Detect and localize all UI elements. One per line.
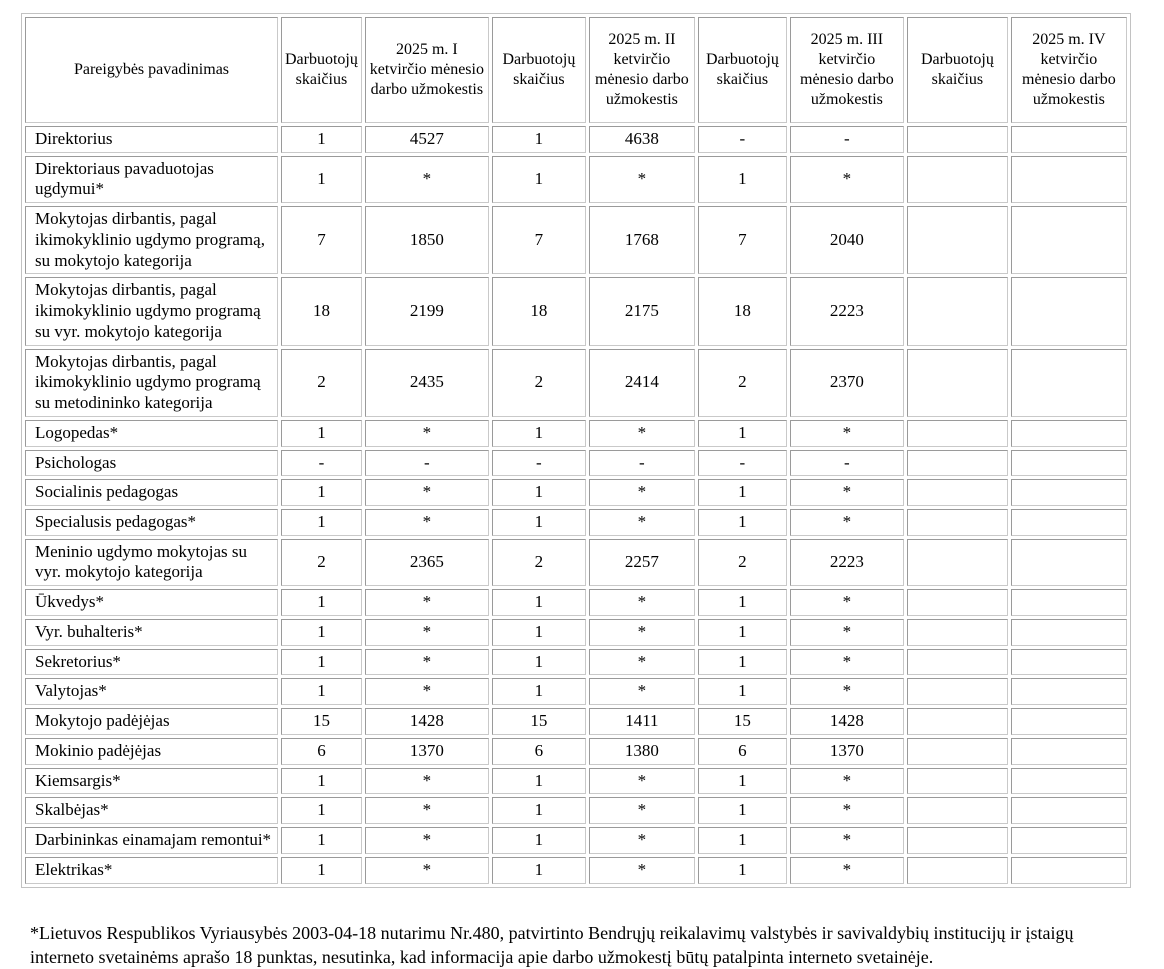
value-cell: 1 bbox=[281, 649, 362, 676]
value-cell: 1 bbox=[492, 420, 586, 447]
value-cell: * bbox=[790, 420, 904, 447]
value-cell: 1 bbox=[281, 589, 362, 616]
value-cell: 1 bbox=[281, 827, 362, 854]
column-header: Darbuotojų skaičius bbox=[281, 17, 362, 123]
value-cell: 2365 bbox=[365, 539, 489, 586]
table-row bbox=[25, 509, 1127, 536]
value-cell bbox=[1011, 277, 1127, 345]
value-cell: 2257 bbox=[589, 539, 695, 586]
value-cell: 1 bbox=[492, 619, 586, 646]
value-cell bbox=[907, 649, 1008, 676]
value-cell bbox=[907, 277, 1008, 345]
value-cell: 7 bbox=[281, 206, 362, 274]
position-cell: Mokytojas dirbantis, pagal ikimokyklinio ugdymo programą su metodininko kategorija bbox=[25, 349, 278, 417]
value-cell bbox=[907, 708, 1008, 735]
table-row bbox=[25, 450, 1127, 477]
value-cell bbox=[1011, 450, 1127, 477]
position-cell: Socialinis pedagogas bbox=[25, 479, 278, 506]
value-cell: 1370 bbox=[365, 738, 489, 765]
value-cell bbox=[1011, 349, 1127, 417]
value-cell: * bbox=[365, 156, 489, 203]
table-row bbox=[25, 619, 1127, 646]
value-cell: * bbox=[790, 156, 904, 203]
value-cell: 1 bbox=[281, 619, 362, 646]
table-row bbox=[25, 277, 1127, 345]
value-cell: - bbox=[790, 450, 904, 477]
salary-table bbox=[21, 13, 1131, 888]
value-cell: 2040 bbox=[790, 206, 904, 274]
value-cell: 1 bbox=[281, 479, 362, 506]
value-cell: 1 bbox=[698, 509, 787, 536]
value-cell bbox=[1011, 797, 1127, 824]
value-cell: 2 bbox=[492, 349, 586, 417]
value-cell: * bbox=[790, 857, 904, 884]
value-cell bbox=[907, 509, 1008, 536]
value-cell: * bbox=[365, 649, 489, 676]
table-row bbox=[25, 349, 1127, 417]
value-cell: 15 bbox=[492, 708, 586, 735]
value-cell: 2 bbox=[698, 539, 787, 586]
table-row bbox=[25, 479, 1127, 506]
value-cell: 1 bbox=[281, 156, 362, 203]
value-cell: 1 bbox=[698, 619, 787, 646]
value-cell: 1 bbox=[492, 649, 586, 676]
value-cell: 2370 bbox=[790, 349, 904, 417]
value-cell bbox=[907, 857, 1008, 884]
position-cell: Direktoriaus pavaduotojas ugdymui* bbox=[25, 156, 278, 203]
value-cell: 1 bbox=[698, 649, 787, 676]
position-cell: Vyr. buhalteris* bbox=[25, 619, 278, 646]
position-cell: Elektrikas* bbox=[25, 857, 278, 884]
value-cell bbox=[907, 450, 1008, 477]
value-cell: * bbox=[589, 649, 695, 676]
value-cell bbox=[907, 678, 1008, 705]
value-cell: 1 bbox=[492, 509, 586, 536]
value-cell bbox=[1011, 649, 1127, 676]
position-cell: Psichologas bbox=[25, 450, 278, 477]
column-header: 2025 m. III ketvirčio mėnesio darbo užmokestis bbox=[790, 17, 904, 123]
value-cell bbox=[907, 738, 1008, 765]
value-cell: 2 bbox=[281, 539, 362, 586]
table-row bbox=[25, 768, 1127, 795]
value-cell: 18 bbox=[698, 277, 787, 345]
value-cell: * bbox=[365, 619, 489, 646]
value-cell: - bbox=[698, 450, 787, 477]
value-cell: 2 bbox=[281, 349, 362, 417]
value-cell: 6 bbox=[492, 738, 586, 765]
value-cell: * bbox=[790, 479, 904, 506]
column-header: 2025 m. I ketvirčio mėnesio darbo užmokestis bbox=[365, 17, 489, 123]
value-cell: 1 bbox=[281, 126, 362, 153]
value-cell bbox=[1011, 619, 1127, 646]
value-cell: 1 bbox=[492, 156, 586, 203]
value-cell: * bbox=[365, 768, 489, 795]
value-cell: * bbox=[790, 797, 904, 824]
position-cell: Mokytojas dirbantis, pagal ikimokyklinio ugdymo programą su vyr. mokytojo kategorija bbox=[25, 277, 278, 345]
table-row bbox=[25, 678, 1127, 705]
position-cell: Mokytojas dirbantis, pagal ikimokyklinio ugdymo programą, su mokytojo kategorija bbox=[25, 206, 278, 274]
value-cell: 1 bbox=[492, 768, 586, 795]
value-cell: * bbox=[365, 857, 489, 884]
value-cell: 6 bbox=[698, 738, 787, 765]
value-cell bbox=[907, 156, 1008, 203]
column-header: Darbuotojų skaičius bbox=[698, 17, 787, 123]
value-cell: 2199 bbox=[365, 277, 489, 345]
value-cell: - bbox=[589, 450, 695, 477]
value-cell: 18 bbox=[492, 277, 586, 345]
column-header: Darbuotojų skaičius bbox=[907, 17, 1008, 123]
value-cell: * bbox=[790, 678, 904, 705]
position-cell: Darbininkas einamajam remontui* bbox=[25, 827, 278, 854]
value-cell: 1428 bbox=[365, 708, 489, 735]
position-cell: Kiemsargis* bbox=[25, 768, 278, 795]
value-cell bbox=[1011, 827, 1127, 854]
value-cell: 1 bbox=[492, 126, 586, 153]
value-cell: 15 bbox=[698, 708, 787, 735]
value-cell: 7 bbox=[492, 206, 586, 274]
value-cell: * bbox=[589, 619, 695, 646]
value-cell: 1411 bbox=[589, 708, 695, 735]
value-cell: 1 bbox=[698, 768, 787, 795]
value-cell: 1 bbox=[281, 797, 362, 824]
value-cell: 1 bbox=[698, 678, 787, 705]
value-cell: 1 bbox=[281, 857, 362, 884]
value-cell bbox=[1011, 678, 1127, 705]
value-cell: 1 bbox=[281, 420, 362, 447]
table-row bbox=[25, 857, 1127, 884]
value-cell: 2223 bbox=[790, 539, 904, 586]
value-cell bbox=[907, 206, 1008, 274]
value-cell: 1768 bbox=[589, 206, 695, 274]
value-cell: 7 bbox=[698, 206, 787, 274]
value-cell: 1 bbox=[698, 479, 787, 506]
value-cell: * bbox=[365, 420, 489, 447]
value-cell bbox=[1011, 589, 1127, 616]
value-cell: - bbox=[698, 126, 787, 153]
value-cell: 1 bbox=[281, 509, 362, 536]
position-cell: Specialusis pedagogas* bbox=[25, 509, 278, 536]
value-cell: 1 bbox=[281, 678, 362, 705]
value-cell: 1 bbox=[492, 589, 586, 616]
value-cell: * bbox=[365, 678, 489, 705]
value-cell bbox=[907, 479, 1008, 506]
value-cell bbox=[907, 768, 1008, 795]
value-cell bbox=[1011, 206, 1127, 274]
table-row bbox=[25, 649, 1127, 676]
value-cell bbox=[1011, 708, 1127, 735]
value-cell: 1 bbox=[698, 827, 787, 854]
position-cell: Valytojas* bbox=[25, 678, 278, 705]
value-cell: - bbox=[492, 450, 586, 477]
value-cell bbox=[907, 349, 1008, 417]
header-row bbox=[25, 17, 1127, 123]
value-cell: * bbox=[365, 479, 489, 506]
position-cell: Direktorius bbox=[25, 126, 278, 153]
table-row bbox=[25, 797, 1127, 824]
value-cell: 4638 bbox=[589, 126, 695, 153]
value-cell: 1428 bbox=[790, 708, 904, 735]
value-cell: 1 bbox=[492, 827, 586, 854]
footnote: *Lietuvos Respublikos Vyriausybės 2003-04-18 nutarimu Nr.480, patvirtinto Bendrųjų reikalavimų valstybės ir savivaldybių institucijų ir įstaigų interneto svetainėms aprašo 18 punktas, nesutinka, kad informacija apie darbo užmokestį būtų patalpinta interneto svetainėje. bbox=[30, 922, 1074, 967]
value-cell: * bbox=[790, 589, 904, 616]
value-cell: 2 bbox=[492, 539, 586, 586]
value-cell: * bbox=[365, 589, 489, 616]
value-cell: 1 bbox=[698, 797, 787, 824]
value-cell: * bbox=[589, 509, 695, 536]
value-cell: 1 bbox=[698, 589, 787, 616]
value-cell bbox=[907, 797, 1008, 824]
value-cell: * bbox=[589, 479, 695, 506]
table-row bbox=[25, 539, 1127, 586]
value-cell: * bbox=[589, 589, 695, 616]
value-cell: 1 bbox=[492, 678, 586, 705]
table-row bbox=[25, 126, 1127, 153]
value-cell bbox=[1011, 768, 1127, 795]
value-cell: 18 bbox=[281, 277, 362, 345]
value-cell bbox=[1011, 738, 1127, 765]
value-cell: 1370 bbox=[790, 738, 904, 765]
value-cell bbox=[1011, 126, 1127, 153]
value-cell: 1380 bbox=[589, 738, 695, 765]
value-cell: 2 bbox=[698, 349, 787, 417]
value-cell bbox=[1011, 539, 1127, 586]
value-cell bbox=[1011, 420, 1127, 447]
position-cell: Mokytojo padėjėjas bbox=[25, 708, 278, 735]
column-header: 2025 m. IV ketvirčio mėnesio darbo užmokestis bbox=[1011, 17, 1127, 123]
value-cell: * bbox=[790, 768, 904, 795]
table-row bbox=[25, 738, 1127, 765]
value-cell: 4527 bbox=[365, 126, 489, 153]
position-cell: Logopedas* bbox=[25, 420, 278, 447]
value-cell: 1 bbox=[281, 768, 362, 795]
table-row bbox=[25, 420, 1127, 447]
table-row bbox=[25, 206, 1127, 274]
value-cell: * bbox=[790, 509, 904, 536]
value-cell bbox=[1011, 156, 1127, 203]
value-cell: 1 bbox=[492, 857, 586, 884]
value-cell: 2435 bbox=[365, 349, 489, 417]
value-cell bbox=[907, 589, 1008, 616]
value-cell: 1 bbox=[698, 420, 787, 447]
value-cell bbox=[1011, 857, 1127, 884]
value-cell: * bbox=[589, 156, 695, 203]
value-cell: * bbox=[589, 420, 695, 447]
value-cell: * bbox=[790, 649, 904, 676]
value-cell: - bbox=[365, 450, 489, 477]
value-cell: 1 bbox=[492, 797, 586, 824]
value-cell: - bbox=[790, 126, 904, 153]
position-cell: Mokinio padėjėjas bbox=[25, 738, 278, 765]
value-cell: 1850 bbox=[365, 206, 489, 274]
value-cell: 1 bbox=[698, 857, 787, 884]
table-row bbox=[25, 589, 1127, 616]
value-cell: 1 bbox=[492, 479, 586, 506]
position-cell: Sekretorius* bbox=[25, 649, 278, 676]
table-row bbox=[25, 827, 1127, 854]
value-cell: * bbox=[589, 678, 695, 705]
value-cell: * bbox=[790, 827, 904, 854]
value-cell: * bbox=[365, 797, 489, 824]
value-cell: * bbox=[790, 619, 904, 646]
value-cell bbox=[907, 539, 1008, 586]
value-cell: * bbox=[589, 797, 695, 824]
value-cell: * bbox=[365, 827, 489, 854]
value-cell: * bbox=[365, 509, 489, 536]
value-cell bbox=[907, 126, 1008, 153]
value-cell: 2414 bbox=[589, 349, 695, 417]
value-cell bbox=[907, 420, 1008, 447]
column-header: Darbuotojų skaičius bbox=[492, 17, 586, 123]
value-cell: 6 bbox=[281, 738, 362, 765]
value-cell bbox=[907, 827, 1008, 854]
value-cell: 15 bbox=[281, 708, 362, 735]
value-cell bbox=[1011, 479, 1127, 506]
value-cell: 2223 bbox=[790, 277, 904, 345]
value-cell: - bbox=[281, 450, 362, 477]
position-cell: Ūkvedys* bbox=[25, 589, 278, 616]
table-row bbox=[25, 156, 1127, 203]
column-header: Pareigybės pavadinimas bbox=[25, 17, 278, 123]
position-cell: Skalbėjas* bbox=[25, 797, 278, 824]
value-cell: * bbox=[589, 827, 695, 854]
table-row bbox=[25, 708, 1127, 735]
position-cell: Meninio ugdymo mokytojas su vyr. mokytojo kategorija bbox=[25, 539, 278, 586]
value-cell bbox=[1011, 509, 1127, 536]
value-cell bbox=[907, 619, 1008, 646]
value-cell: 1 bbox=[698, 156, 787, 203]
column-header: 2025 m. II ketvirčio mėnesio darbo užmokestis bbox=[589, 17, 695, 123]
value-cell: 2175 bbox=[589, 277, 695, 345]
value-cell: * bbox=[589, 768, 695, 795]
value-cell: * bbox=[589, 857, 695, 884]
